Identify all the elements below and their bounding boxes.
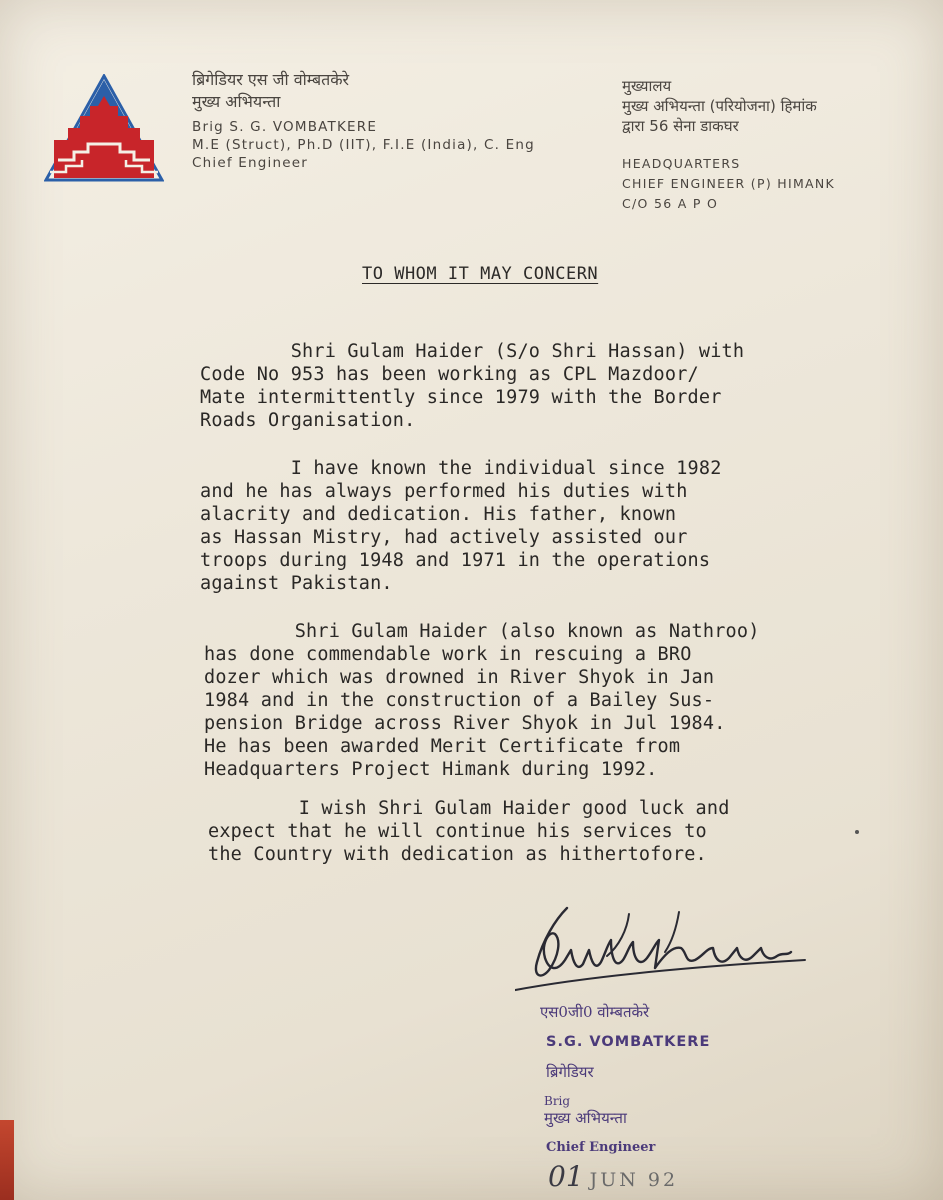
date-day: 01: [548, 1160, 584, 1193]
officer-qualifications: M.E (Struct), Ph.D (IIT), F.I.E (India), C. Eng: [192, 137, 535, 153]
background-edge: [0, 1120, 14, 1200]
stamp-rank-english: Brig: [544, 1094, 571, 1108]
stamp-title-hindi: मुख्य अभियन्ता: [544, 1109, 627, 1127]
ink-speck: [855, 830, 859, 834]
officer-name-english: Brig S. G. VOMBATKERE: [192, 119, 378, 135]
hq-line3-english: C/O 56 A P O: [622, 196, 719, 211]
officer-name-hindi: ब्रिगेडियर एस जी वोम्बतकेरे: [192, 70, 350, 89]
letterhead-left: [192, 70, 535, 172]
stamp-title-english: Chief Engineer: [546, 1140, 656, 1155]
paragraph-2: I have known the individual since 1982 and he has always performed his duties with alacrity and dedication. His father, known as Hassan Mistry, had actively assisted our troops during 1948 and 1971 in the operations against Pakistan.: [200, 458, 722, 594]
date-month-year: JUN 92: [589, 1169, 679, 1191]
handwritten-signature: [515, 900, 815, 995]
stamp-name-hindi: एस0जी0 वोम्बतकेरे: [540, 1003, 650, 1021]
hq-line1-english: HEADQUARTERS: [622, 156, 741, 171]
hq-line2-hindi: मुख्य अभियन्ता (परियोजना) हिमांक: [622, 97, 817, 115]
officer-title-hindi: मुख्य अभियन्ता: [192, 92, 281, 111]
himank-triangle-emblem-icon: [44, 74, 164, 182]
date-stamp: [548, 1160, 678, 1193]
letterhead-right: [622, 76, 835, 214]
letter-heading: TO WHOM IT MAY CONCERN: [362, 264, 599, 284]
officer-title-english: Chief Engineer: [192, 155, 309, 171]
stamp-name-english: S.G. VOMBATKERE: [546, 1034, 711, 1050]
hq-line1-hindi: मुख्यालय: [622, 77, 672, 95]
hq-line2-english: CHIEF ENGINEER (P) HIMANK: [622, 176, 836, 191]
paragraph-3: Shri Gulam Haider (also known as Nathroo) has done commendable work in rescuing a BRO dozer which was drowned in River Shyok in Jan 1984 and in the construction of a Bailey Sus- pension Bridge across River Shyok in Jul 1984. He has been awarded Merit Certificate from Headquarters Project Himank during 1992.: [204, 621, 760, 780]
stamp-rank-hindi: ब्रिगेडियर: [546, 1063, 594, 1081]
paragraph-1: Shri Gulam Haider (S/o Shri Hassan) with Code No 953 has been working as CPL Mazdoor/ Mate intermittently since 1979 with the Border Roads Organisation.: [200, 341, 745, 431]
paragraph-4: I wish Shri Gulam Haider good luck and expect that he will continue his services to the Country with dedication as hithertofore.: [208, 798, 730, 865]
hq-line3-hindi: द्वारा 56 सेना डाकघर: [622, 117, 739, 135]
